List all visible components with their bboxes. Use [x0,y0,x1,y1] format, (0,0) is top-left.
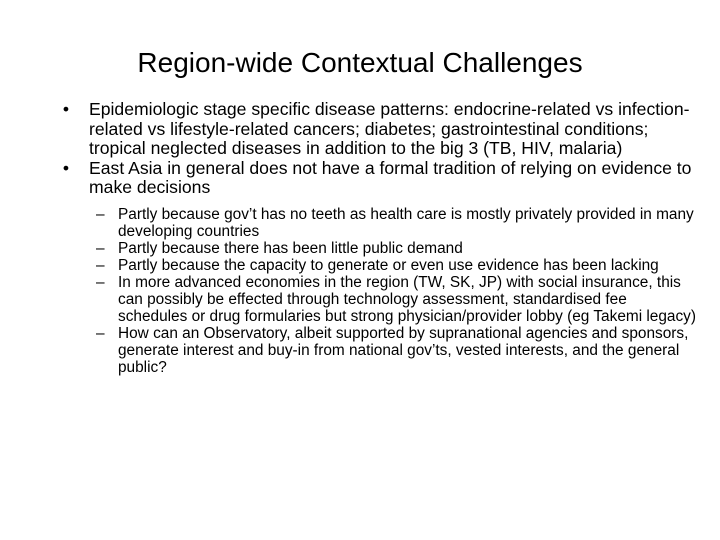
sub-bullet-text: Partly because there has been little public demand [118,239,463,257]
bullet-item [56,159,696,198]
sub-bullet-text: In more advanced economies in the region (TW, SK, JP) with social insurance, this can possibly be effected through technology assessment, standardised fee schedules or drug formularies but strong physician/provider lobby (eg Takemi legacy) [118,273,697,325]
bullet-marker: • [62,157,70,178]
slide-body [56,100,696,376]
dash-marker: – [96,256,105,274]
dash-marker: – [96,273,105,291]
sub-bullet-item [56,257,696,274]
sub-bullet-item [56,325,696,376]
sub-bullet-text: Partly because the capacity to generate or even use evidence has been lacking [118,256,659,274]
bullet-item [56,100,696,159]
dash-marker: – [96,205,105,223]
bullet-text: East Asia in general does not have a formal tradition of relying on evidence to make decisions [89,157,692,197]
bullet-marker: • [62,99,70,119]
sub-bullet-item [56,274,696,325]
sub-bullet-item [56,206,696,240]
dash-marker: – [96,324,105,342]
sub-bullet-list [56,206,696,376]
sub-bullet-item [56,240,696,257]
slide-title: Region-wide Contextual Challenges [137,47,583,78]
dash-marker: – [96,239,105,257]
sub-bullet-text: Partly because gov’t has no teeth as health care is mostly privately provided in many developing countries [118,205,694,240]
bullet-text: Epidemiologic stage specific disease patterns: endocrine-related vs infection-related vs lifestyle-related cancers; diabetes; gastrointestinal conditions; tropical neglected diseases in addition to the big 3 (TB, HIV, malaria) [89,99,690,158]
sub-bullet-text: How can an Observatory, albeit supported by supranational agencies and sponsors, generate interest and buy-in from national gov’ts, vested interests, and the general public? [118,324,689,376]
